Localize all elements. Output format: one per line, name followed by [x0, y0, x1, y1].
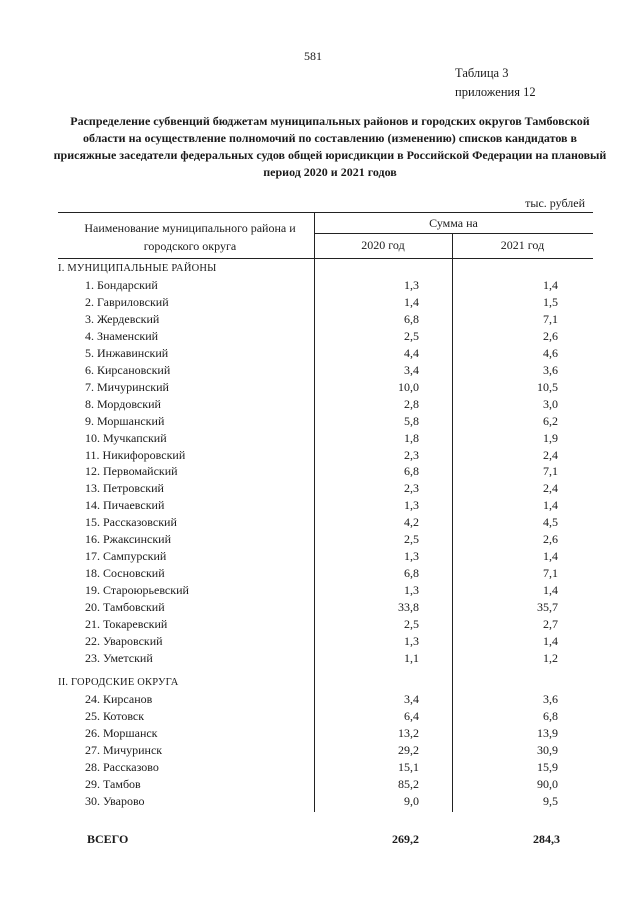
document-title: Распределение субвенций бюджетам муниципальных районов и городских округов Тамбовской области на осуществление полномочий по составлению (изменению) списков кандидатов в присяжные заседатели федеральных судов общей юрисдикции в Российской Федерации на плановый период 2020 и 2021 годов — [53, 114, 607, 179]
table-row — [0, 278, 640, 295]
table-row — [0, 617, 640, 634]
row-name: 29. Тамбов — [85, 777, 141, 791]
value-2020: 13,2 — [398, 726, 419, 740]
header-2020: 2020 год — [361, 238, 405, 252]
table-row — [0, 380, 640, 397]
section-urban-districts: II. ГОРОДСКИЕ ОКРУГА — [58, 677, 179, 688]
value-2020: 1,3 — [404, 583, 419, 598]
value-2020: 1,3 — [404, 549, 419, 564]
row-name: 24. Кирсанов — [85, 692, 153, 706]
value-2021: 2,6 — [543, 532, 558, 547]
table-row — [0, 709, 640, 726]
value-2020: 2,8 — [404, 396, 419, 411]
table-row — [0, 498, 640, 515]
value-2020: 10,0 — [398, 379, 419, 394]
table-row — [0, 329, 640, 346]
table-label: Таблица 3 — [455, 66, 509, 80]
row-name: 26. Моршанск — [85, 726, 158, 740]
row-name: 16. Ржаксинский — [85, 532, 171, 547]
value-2020: 3,4 — [404, 362, 419, 377]
value-2020: 1,4 — [404, 294, 419, 309]
value-2021: 3,6 — [543, 362, 558, 377]
value-2021: 2,7 — [543, 617, 558, 631]
table-row — [0, 651, 640, 668]
table-row — [0, 777, 640, 794]
value-2021: 6,2 — [543, 413, 558, 428]
table-row — [0, 600, 640, 617]
table-row — [0, 312, 640, 329]
value-2020: 2,5 — [404, 328, 419, 343]
table-row — [0, 295, 640, 312]
value-2020: 2,5 — [404, 532, 419, 547]
value-2020: 4,4 — [404, 345, 419, 360]
row-name: 3. Жердевский — [85, 311, 160, 326]
table-row — [0, 532, 640, 549]
row-name: 8. Мордовский — [85, 396, 161, 411]
row-name: 9. Моршанский — [85, 413, 165, 428]
value-2021: 15,9 — [537, 760, 558, 774]
page-number: 581 — [304, 49, 322, 63]
value-2020: 4,2 — [404, 515, 419, 530]
table-top-border — [58, 212, 593, 213]
table-row — [0, 760, 640, 777]
total-label: ВСЕГО — [87, 832, 129, 846]
value-2020: 1,8 — [404, 430, 419, 445]
value-2020: 1,3 — [404, 498, 419, 513]
value-2021: 6,8 — [543, 709, 558, 723]
value-2020: 6,8 — [404, 566, 419, 581]
row-name: 19. Староюрьевский — [85, 583, 189, 598]
table-row — [0, 743, 640, 760]
value-2020: 15,1 — [398, 760, 419, 774]
table-row — [0, 448, 640, 465]
value-2020: 6,4 — [404, 709, 419, 723]
value-2020: 29,2 — [398, 743, 419, 757]
header-sum: Сумма на — [429, 216, 478, 230]
row-name: 14. Пичаевский — [85, 498, 165, 513]
header-name-column: Наименование муниципального района и городского округа — [84, 221, 296, 253]
value-2020: 2,5 — [404, 617, 419, 631]
row-name: 30. Уварово — [85, 794, 145, 808]
header-2021: 2021 год — [500, 238, 545, 252]
row-name: 17. Сампурский — [85, 549, 167, 564]
row-name: 20. Тамбовский — [85, 600, 165, 615]
row-name: 7. Мичуринский — [85, 379, 169, 394]
row-name: 2. Гавриловский — [85, 294, 169, 309]
row-name: 1. Бондарский — [85, 278, 158, 292]
row-name: 5. Инжавинский — [85, 345, 169, 360]
table-row — [0, 726, 640, 743]
row-name: 27. Мичуринск — [85, 743, 163, 757]
value-2021: 2,6 — [543, 328, 558, 343]
sum-header-divider — [314, 233, 593, 234]
value-2021: 35,7 — [537, 600, 558, 615]
table-row — [0, 346, 640, 363]
value-2021: 10,5 — [537, 379, 558, 394]
value-2021: 13,9 — [537, 726, 558, 740]
row-name: 10. Мучкапский — [85, 430, 167, 445]
value-2021: 1,4 — [543, 498, 558, 513]
value-2021: 1,2 — [543, 650, 558, 665]
value-2021: 2,4 — [543, 447, 558, 462]
row-name: 21. Токаревский — [85, 617, 168, 631]
table-header-bottom-border — [58, 258, 593, 259]
table-row — [0, 414, 640, 431]
table-row — [0, 583, 640, 600]
row-name: 15. Рассказовский — [85, 515, 177, 530]
table-row — [0, 363, 640, 380]
table-row — [0, 431, 640, 448]
value-2021: 7,1 — [543, 566, 558, 581]
table-row — [0, 692, 640, 709]
table-row — [0, 481, 640, 498]
value-2021: 1,9 — [543, 430, 558, 445]
row-name: 28. Рассказово — [85, 760, 159, 774]
value-2020: 5,8 — [404, 413, 419, 428]
table-row — [0, 566, 640, 583]
value-2020: 3,4 — [404, 692, 419, 706]
value-2021: 30,9 — [537, 743, 558, 757]
value-2021: 3,0 — [543, 396, 558, 411]
row-name: 18. Сосновский — [85, 566, 165, 581]
value-2020: 85,2 — [398, 777, 419, 791]
value-2020: 6,8 — [404, 311, 419, 326]
value-2020: 33,8 — [398, 600, 419, 615]
table-row — [0, 794, 640, 811]
row-name: 23. Уметский — [85, 650, 153, 665]
table-row — [0, 634, 640, 651]
value-2021: 7,1 — [543, 311, 558, 326]
value-2020: 6,8 — [404, 464, 419, 479]
table-row — [0, 515, 640, 532]
value-2021: 4,5 — [543, 515, 558, 530]
value-2021: 1,4 — [543, 278, 558, 292]
value-2021: 2,4 — [543, 481, 558, 496]
value-2020: 1,3 — [404, 278, 419, 292]
row-name: 25. Котовск — [85, 709, 145, 723]
value-2021: 7,1 — [543, 464, 558, 479]
value-2021: 1,5 — [543, 294, 558, 309]
row-name: 13. Петровский — [85, 481, 164, 496]
row-name: 6. Кирсановский — [85, 362, 171, 377]
value-2020: 9,0 — [404, 794, 419, 808]
section-municipal-districts: I. МУНИЦИПАЛЬНЫЕ РАЙОНЫ — [58, 263, 217, 274]
value-2020: 1,1 — [404, 650, 419, 665]
total-2021: 284,3 — [533, 832, 560, 846]
table-row — [0, 397, 640, 414]
row-name: 4. Знаменский — [85, 328, 159, 343]
table-row — [0, 464, 640, 481]
value-2021: 4,6 — [543, 345, 558, 360]
appendix-label: приложения 12 — [455, 85, 536, 99]
value-2020: 2,3 — [404, 481, 419, 496]
value-2020: 2,3 — [404, 447, 419, 462]
value-2021: 1,4 — [543, 549, 558, 564]
units-label: тыс. рублей — [525, 196, 585, 210]
row-name: 11. Никифоровский — [85, 447, 186, 462]
value-2021: 1,4 — [543, 583, 558, 598]
value-2021: 1,4 — [543, 633, 558, 648]
value-2021: 3,6 — [543, 692, 558, 706]
value-2021: 90,0 — [537, 777, 558, 791]
row-name: 12. Первомайский — [85, 464, 178, 479]
table-row — [0, 549, 640, 566]
total-2020: 269,2 — [392, 832, 419, 846]
value-2021: 9,5 — [543, 794, 558, 808]
row-name: 22. Уваровский — [85, 633, 163, 648]
value-2020: 1,3 — [404, 633, 419, 648]
